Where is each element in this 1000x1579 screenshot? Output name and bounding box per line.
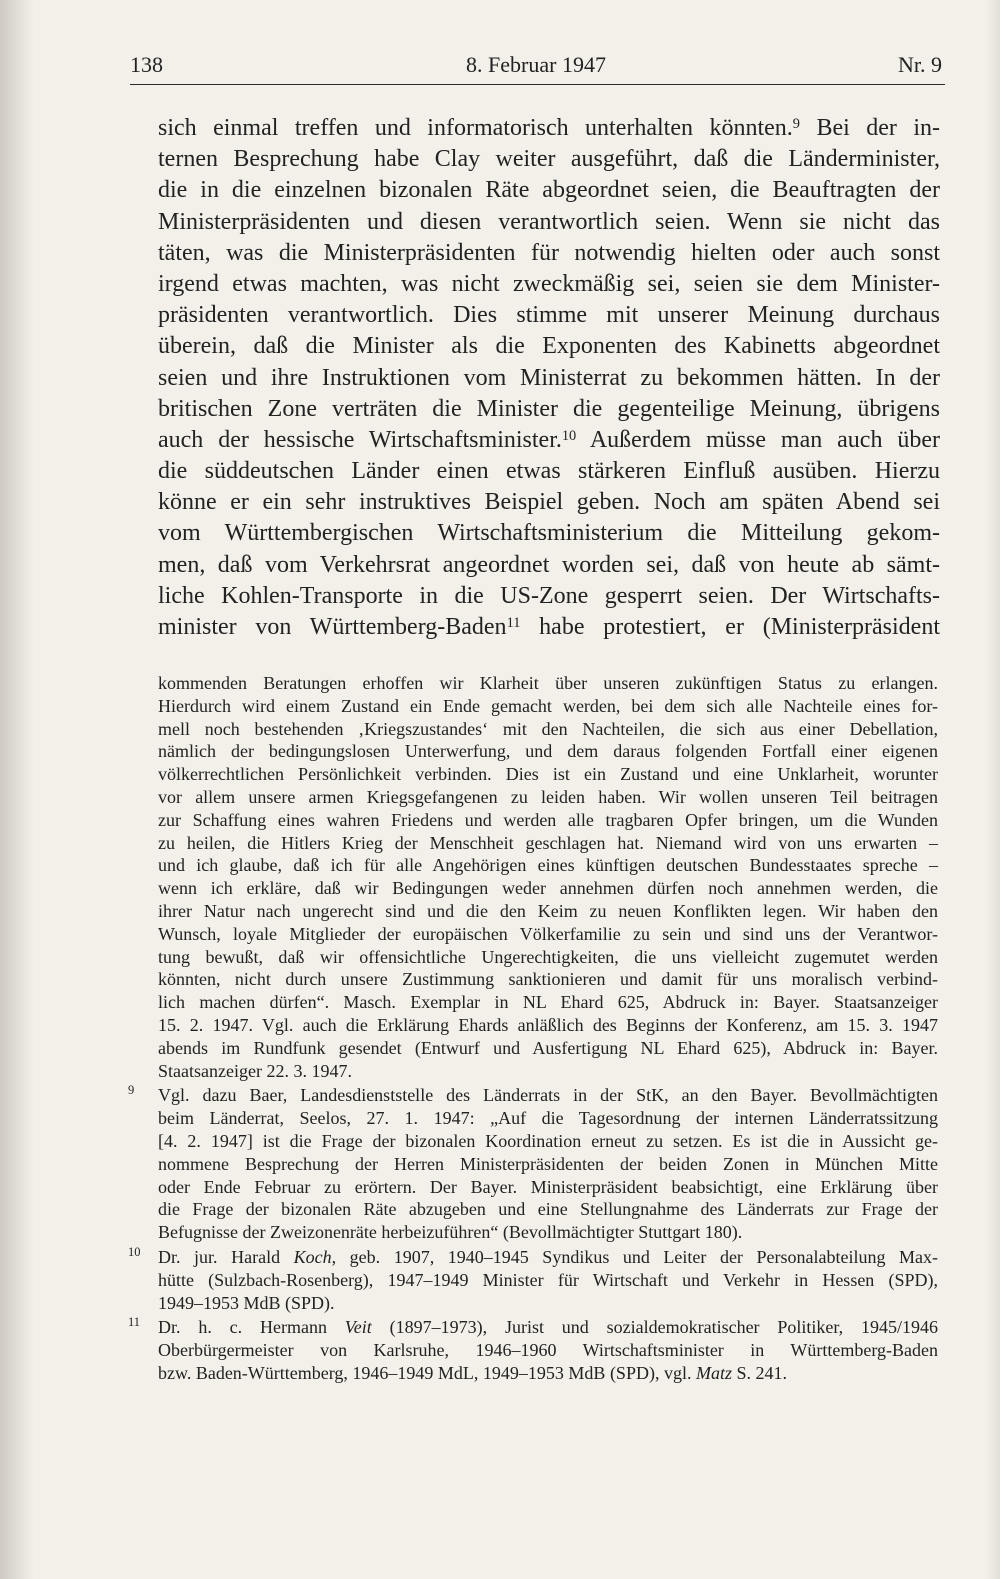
- text-line: [158, 1339, 938, 1362]
- text-line: [158, 1107, 938, 1130]
- header-rule: [130, 84, 945, 85]
- text-line: [158, 854, 938, 877]
- footnote: [128, 1083, 938, 1244]
- footnote: [128, 1315, 938, 1384]
- text-run: Ministerpräsidenten und diesen verantwortlich seien. Wenn sie nicht das: [158, 208, 940, 235]
- text-line: [158, 1316, 938, 1339]
- text-line: [158, 1176, 938, 1199]
- text-run: nommene Besprechung der Herren Ministerpräsidenten der beiden Zonen in München Mitte: [158, 1153, 938, 1174]
- text-run: die Frage der bizonalen Räte abzugeben und eine Stellungnahme des Länderrats zur Frage der: [158, 1199, 938, 1220]
- text-line: [158, 763, 938, 786]
- text-line: [158, 487, 940, 518]
- text-line: [158, 877, 938, 900]
- text-run: vor allem unsere armen Kriegsgefangenen zu leiden haben. Wir wollen unseren Teil beitragen: [158, 786, 938, 807]
- text-line: [158, 425, 940, 456]
- text-line: [158, 695, 938, 718]
- text-run: bzw. Baden-Württemberg, 1946–1949 MdL, 1949–1953 MdB (SPD), vgl.: [158, 1362, 696, 1383]
- italic-name: Koch: [293, 1246, 332, 1267]
- text-line: [158, 175, 940, 206]
- text-run: überein, daß die Minister als die Exponenten des Kabinetts abgeordnet: [158, 333, 940, 360]
- text-run: Staatsanzeiger 22. 3. 1947.: [158, 1060, 352, 1081]
- text-line: [158, 113, 940, 144]
- text-line: [158, 1060, 938, 1083]
- text-line: [158, 1221, 938, 1244]
- text-line: [158, 923, 938, 946]
- text-run: präsidenten verantwortlich. Dies stimme mit unserer Meinung durchaus: [158, 302, 940, 329]
- text-run: tung bewußt, daß wir offensichtliche Ungerechtigkeiten, die uns vielleicht zugemutet werden: [158, 946, 938, 967]
- text-run: nämlich der bedingungslosen Unterwerfung, und dem daraus folgenden Fortfall einer eigenen: [158, 741, 938, 762]
- footnote-reference: 10: [561, 427, 577, 444]
- text-line: [158, 550, 940, 581]
- text-line: [158, 331, 940, 362]
- text-line: [158, 786, 938, 809]
- text-line: [158, 1198, 938, 1221]
- text-run: auch der hessische Wirtschaftsminister.: [158, 426, 562, 453]
- text-run: seien und ihre Instruktionen vom Ministerrat zu bekommen hätten. In der: [158, 364, 940, 391]
- text-line: [158, 718, 938, 741]
- main-text: [158, 113, 940, 643]
- text-line: [158, 581, 940, 612]
- italic-name: Veit: [344, 1317, 372, 1338]
- text-run: S. 241.: [731, 1362, 787, 1383]
- text-run: Vgl. dazu Baer, Landesdienststelle des Länderrats in der StK, an den Bayer. Bevollmächtigten: [158, 1085, 938, 1106]
- text-run: oder Ende Februar zu erörtern. Der Bayer. Ministerpräsident beabsichtigt, eine Erklärung über: [158, 1176, 938, 1197]
- text-run: [4. 2. 1947] ist die Frage der bizonalen Koordination erneut zu setzen. Es ist die in Aussicht ge-: [158, 1130, 938, 1151]
- text-line: [158, 1014, 938, 1037]
- text-run: Hierdurch wird einem Zustand ein Ende gemacht werden, bei dem sich alle Nachteile eines for-: [158, 695, 938, 716]
- text-run: wenn ich erkläre, daß wir Bedingungen weder annehmen dürfen noch annehmen werden, die: [158, 878, 938, 899]
- footnote-reference: 11: [506, 614, 521, 631]
- text-line: [158, 1084, 938, 1107]
- text-run: könnten, nicht durch unsere Zustimmung sanktionieren und damit für uns moralisch verbind-: [158, 969, 938, 990]
- text-line: [158, 900, 938, 923]
- text-run: 1949–1953 MdB (SPD).: [158, 1292, 335, 1313]
- text-run: ternen Besprechung habe Clay weiter ausgeführt, daß die Länderminister,: [158, 146, 940, 173]
- text-line: [158, 991, 938, 1014]
- text-run: hütte (Sulzbach-Rosenberg), 1947–1949 Minister für Wirtschaft und Verkehr in Hessen (SPD),: [158, 1269, 938, 1290]
- page-number: 138: [130, 52, 163, 77]
- text-line: [158, 1292, 938, 1315]
- text-run: lich machen dürfen“. Masch. Exemplar in NL Ehard 625, Abdruck in: Bayer. Staatsanzeiger: [158, 992, 938, 1013]
- footnote: [158, 672, 938, 1082]
- page-edge-shadow: [986, 0, 1000, 1579]
- text-line: [158, 672, 938, 695]
- text-run: zur Schaffung eines wahren Friedens und werden alle tragbaren Opfer bringen, um die Wunden: [158, 809, 938, 830]
- text-run: völkerrechtlichen Persönlichkeit verbinden. Dies ist ein Zustand und eine Unklarheit, worunter: [158, 764, 938, 785]
- text-line: [158, 968, 938, 991]
- text-run: men, daß vom Verkehrsrat angeordnet worden sei, daß von heute ab sämt-: [158, 551, 940, 578]
- text-line: [158, 456, 940, 487]
- text-run: (1897–1973), Jurist und sozialdemokratischer Politiker, 1945/1946: [371, 1317, 938, 1338]
- text-run: die in die einzelnen bizonalen Räte abgeordnet seien, die Beauftragten der: [158, 177, 940, 204]
- text-run: Oberbürgermeister von Karlsruhe, 1946–1960 Wirtschaftsminister in Württemberg-Baden: [158, 1340, 938, 1361]
- text-line: [158, 269, 940, 300]
- text-run: beim Länderrat, Seelos, 27. 1. 1947: „Auf die Tagesordnung der internen Länderratssitzung: [158, 1108, 938, 1129]
- text-line: [158, 1362, 938, 1385]
- text-run: kommenden Beratungen erhoffen wir Klarheit über unseren zukünftigen Status zu erlangen.: [158, 673, 938, 693]
- text-run: täten, was die Ministerpräsidenten für notwendig hielten oder auch sonst: [158, 239, 940, 266]
- text-line: [158, 809, 938, 832]
- text-run: habe protestiert, er (Ministerpräsident: [520, 614, 940, 640]
- running-head-date: 8. Februar 1947: [466, 52, 606, 77]
- text-run: mell noch bestehenden ‚Kriegszustandes‘ mit den Nachteilen, die sich aus einer Debellation,: [158, 718, 938, 739]
- text-line: [158, 518, 940, 549]
- text-line: [158, 300, 940, 331]
- text-run: Außerdem müsse man auch über: [576, 426, 940, 453]
- text-run: könne er ein sehr instruktives Beispiel geben. Noch am späten Abend sei: [158, 489, 940, 516]
- footnote-number: 9: [128, 1083, 135, 1098]
- text-line: [158, 207, 940, 238]
- text-line: [158, 612, 940, 643]
- italic-name: Matz: [695, 1362, 732, 1383]
- text-run: sich einmal treffen und informatorisch unterhalten könnten.: [158, 115, 793, 141]
- text-line: [158, 1153, 938, 1176]
- text-run: liche Kohlen-Transporte in die US-Zone gesperrt seien. Der Wirtschafts-: [158, 582, 940, 609]
- text-run: Dr. jur. Harald: [158, 1246, 294, 1267]
- text-line: [158, 946, 938, 969]
- page-gutter-shadow: [0, 0, 34, 1579]
- text-run: ihrer Natur nach ungerecht sind und die den Keim zu neuen Konflikten legen. Wir haben den: [158, 900, 938, 921]
- text-run: , geb. 1907, 1940–1945 Syndikus und Leiter der Personalabteilung Max-: [331, 1246, 938, 1267]
- text-run: vom Württembergischen Wirtschaftsministerium die Mitteilung gekom-: [158, 520, 940, 547]
- text-run: Wunsch, loyale Mitglieder der europäischen Völkerfamilie zu sein und sind uns der Verantwor-: [158, 923, 938, 944]
- footnote-number: 10: [128, 1244, 141, 1259]
- footnote: [128, 1244, 938, 1314]
- text-line: [158, 832, 938, 855]
- text-line: [158, 394, 940, 425]
- text-line: [158, 144, 940, 175]
- text-run: Bei der in-: [799, 115, 940, 141]
- text-run: minister von Württemberg-Baden: [158, 614, 507, 640]
- text-run: und ich glaube, daß ich für alle Angehörigen eines künftigen deutschen Bundesstaates spreche –: [158, 855, 938, 876]
- text-run: Dr. h. c. Hermann: [158, 1317, 345, 1338]
- text-line: [158, 1130, 938, 1153]
- text-line: [158, 1037, 938, 1060]
- footnote-reference: 9: [792, 115, 800, 132]
- text-run: Befugnisse der Zweizonenräte herbeizuführen“ (Bevollmächtigter Stuttgart 180).: [158, 1222, 743, 1243]
- running-head: [130, 51, 942, 79]
- document-number: Nr. 9: [898, 52, 942, 77]
- text-run: die süddeutschen Länder einen etwas stärkeren Einfluß ausüben. Hierzu: [158, 458, 940, 485]
- text-line: [158, 238, 940, 269]
- footnotes: [128, 672, 938, 1385]
- text-run: zu heilen, die Hitlers Krieg der Menschheit geschlagen hat. Niemand wird von uns erwarten –: [158, 832, 938, 853]
- text-run: britischen Zone verträten die Minister die gegenteilige Meinung, übrigens: [158, 395, 940, 422]
- footnote-number: 11: [128, 1315, 141, 1330]
- text-line: [158, 1246, 938, 1269]
- text-line: [158, 740, 938, 763]
- text-run: abends im Rundfunk gesendet (Entwurf und Ausfertigung NL Ehard 625), Abdruck in: Bayer.: [158, 1037, 938, 1058]
- text-run: irgend etwas machten, was nicht zweckmäßig sei, seien sie dem Minister-: [158, 270, 940, 297]
- text-line: [158, 1269, 938, 1292]
- text-run: 15. 2. 1947. Vgl. auch die Erklärung Ehards anläßlich des Beginns der Konferenz, am 15. 3. 1947: [158, 1014, 938, 1035]
- text-line: [158, 363, 940, 394]
